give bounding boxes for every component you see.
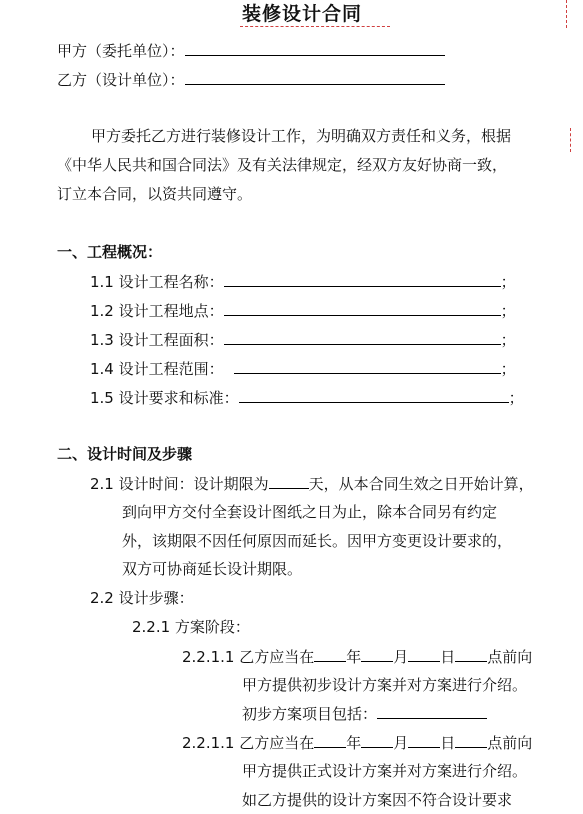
s1-item-1 [90,271,516,292]
clause-1-month-blank[interactable] [361,646,393,662]
semicolon: ； [500,302,516,320]
semicolon: ； [508,389,524,407]
clause-2-prefix: 2.2.1.1 乙方应当在 [182,734,315,752]
s1-item-2-label: 1.2 设计工程地点： [90,302,224,320]
party-b-label: 乙方（设计单位）： [57,71,185,89]
intro-line-2: 《中华人民共和国合同法》及有关法律规定，经双方友好协商一致， [57,156,508,174]
s2-2-1-heading: 2.2.1 方案阶段： [132,618,250,636]
s2-2-heading: 2.2 设计步骤： [90,589,194,607]
s1-item-3-blank[interactable] [224,329,501,345]
party-b-line [57,69,445,90]
semicolon: ； [500,331,516,349]
revision-mark-top [240,26,390,27]
design-days-blank[interactable] [269,473,309,489]
day-label: 日 [440,734,456,752]
s1-item-1-blank[interactable] [224,271,501,287]
s1-item-5-blank[interactable] [239,387,509,403]
section-1-heading: 一、工程概况： [57,243,163,261]
section-2-heading: 二、设计时间及步骤 [57,445,193,463]
intro-line-1: 甲方委托乙方进行装修设计工作，为明确双方责任和义务，根据 [91,127,512,145]
s1-item-4 [90,358,516,379]
s2-1-line-4: 双方可协商延长设计期限。 [122,560,303,578]
document-title: 装修设计合同 [242,3,363,25]
semicolon: ； [500,273,516,291]
clause-2-line-1 [182,732,532,753]
clause-1-day-blank[interactable] [408,646,440,662]
s1-item-3-label: 1.3 设计工程面积： [90,331,224,349]
month-label: 月 [393,734,409,752]
s1-item-3 [90,329,516,350]
day-label: 日 [440,648,456,666]
clause-2-hour-blank[interactable] [455,732,487,748]
s1-item-2 [90,300,516,321]
clause-2-day-blank[interactable] [408,732,440,748]
clause-1-items-blank[interactable] [377,703,487,719]
month-label: 月 [393,648,409,666]
clause-1-line-2: 甲方提供初步设计方案并对方案进行介绍。 [242,676,528,694]
clause-2-year-blank[interactable] [314,732,346,748]
clause-1-line-1 [182,646,532,667]
party-a-blank[interactable] [185,40,445,56]
party-a-line [57,40,445,61]
clause-2-line-2: 甲方提供正式设计方案并对方案进行介绍。 [242,762,528,780]
s2-1-label: 2.1 设计时间：设计期限为 [90,475,269,493]
s1-item-1-label: 1.1 设计工程名称： [90,273,224,291]
clause-1-prefix: 2.2.1.1 乙方应当在 [182,648,315,666]
before-label: 点前向 [487,648,533,666]
s1-item-5 [90,387,524,408]
party-b-blank[interactable] [185,69,445,85]
clause-1-line-3 [242,703,487,724]
clause-1-items-label: 初步方案项目包括： [242,705,378,723]
s1-item-4-label: 1.4 设计工程范围： [90,360,224,378]
intro-line-3: 订立本合同，以资共同遵守。 [57,185,253,203]
revision-mark-right [566,0,567,28]
before-label: 点前向 [487,734,533,752]
year-label: 年 [346,648,362,666]
s1-item-4-blank[interactable] [234,358,501,374]
clause-1-hour-blank[interactable] [455,646,487,662]
semicolon: ； [500,360,516,378]
s2-1-line-3: 外，该期限不因任何原因而延长。因甲方变更设计要求的， [122,532,513,550]
year-label: 年 [346,734,362,752]
s2-1-line-1 [90,473,534,494]
s2-1-text: 天，从本合同生效之日开始计算， [308,475,534,493]
s2-1-line-2: 到向甲方交付全套设计图纸之日为止，除本合同另有约定 [122,503,498,521]
clause-1-year-blank[interactable] [314,646,346,662]
s1-item-5-label: 1.5 设计要求和标准： [90,389,239,407]
revision-mark-right2 [570,128,571,152]
party-a-label: 甲方（委托单位）： [57,42,185,60]
s1-item-2-blank[interactable] [224,300,501,316]
clause-2-month-blank[interactable] [361,732,393,748]
clause-2-line-3: 如乙方提供的设计方案因不符合设计要求 [242,791,513,809]
